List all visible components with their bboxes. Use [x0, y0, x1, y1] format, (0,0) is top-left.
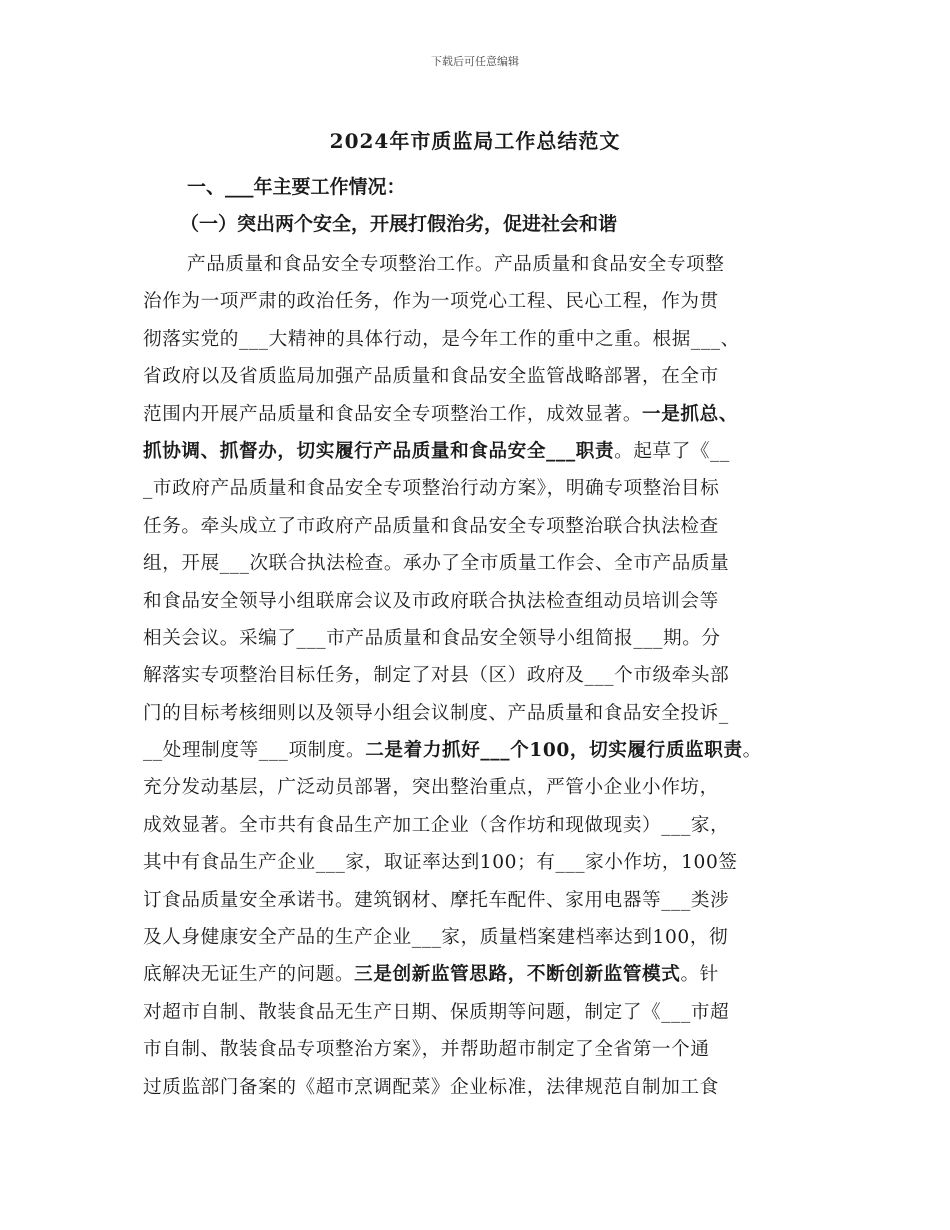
text-run: 充分发动基层，广泛动员部署，突出整治重点，严管小企业小作坊，	[143, 777, 719, 799]
text-run: 成效显著。全市共有食品生产加工企业（含作坊和现做现卖）___家，	[143, 814, 730, 836]
text-run: 门的目标考核细则以及领导小组会议制度、产品质量和食品安全投诉_	[143, 702, 729, 724]
text-run: 任务。牵头成立了市政府产品质量和食品安全专项整治联合执法检查	[143, 515, 719, 537]
page-header: 下载后可任意编辑	[431, 55, 519, 68]
text-line	[143, 508, 815, 545]
bold-text-run: 三是创新监管思路，不断创新监管模式	[354, 964, 681, 986]
text-line	[143, 620, 815, 657]
text-run: 市自制、散装食品专项整治方案》，并帮助超市制定了全省第一个通	[143, 1039, 710, 1061]
text-run: 。起草了《__	[614, 440, 730, 462]
text-run: 其中有食品生产企业___家，取证率达到100；有___家小作坊，100签	[143, 852, 738, 874]
text-line	[143, 732, 815, 769]
text-run: 治作为一项严肃的政治任务，作为一项党心工程、民心工程，作为贯	[143, 291, 719, 313]
text-run: 对超市自制、散装食品无生产日期、保质期等问题，制定了《___市超	[143, 1001, 730, 1023]
text-line	[143, 956, 815, 993]
text-run: _市政府产品质量和食品安全专项整治行动方案》，明确专项整治目标	[143, 478, 720, 500]
text-line	[143, 919, 815, 956]
bold-text-run: 一是抓总、	[642, 403, 739, 425]
text-line	[143, 1031, 815, 1068]
subsection-heading: （一）突出两个安全，开展打假治劣，促进社会和谐	[180, 213, 618, 235]
text-run: 和食品安全领导小组联席会议及市政府联合执法检查组动员培训会等	[143, 590, 719, 612]
document-title: 2024年市质监局工作总结范文	[329, 129, 621, 153]
bold-text-run: 抓协调、抓督办，切实履行产品质量和食品安全___职责	[143, 440, 615, 462]
text-line	[143, 1069, 815, 1106]
section-heading: 一、___年主要工作情况：	[187, 176, 406, 198]
text-run: 底解决无证生产的问题。	[143, 964, 355, 986]
text-line	[143, 545, 815, 582]
text-run: 相关会议。采编了___市产品质量和食品安全领导小组简报___期。分	[143, 627, 721, 649]
text-line	[143, 882, 815, 919]
text-line	[143, 657, 815, 694]
bold-text-run: 二是着力抓好___个100，切实履行质监职责	[365, 740, 743, 762]
text-line	[143, 246, 815, 283]
text-line	[143, 994, 815, 1031]
text-line	[143, 769, 815, 806]
text-run: 解落实专项整治目标任务，制定了对县（区）政府及___个市级牵头部	[143, 665, 730, 687]
text-run: 。针	[680, 964, 719, 986]
text-run: 过质监部门备案的《超市烹调配菜》企业标准，法律规范自制加工食	[143, 1076, 719, 1098]
text-run: 彻落实党的___大精神的具体行动，是今年工作的重中之重。根据___、	[143, 328, 740, 350]
text-line	[143, 807, 815, 844]
text-line	[143, 283, 815, 320]
text-line	[143, 583, 815, 620]
text-line	[143, 695, 815, 732]
text-run: 及人身健康安全产品的生产企业___家，质量档案建档率达到100，彻	[143, 927, 729, 949]
text-run: 。	[742, 740, 762, 762]
text-run: 组，开展___次联合执法检查。承办了全市质量工作会、全市产品质量	[143, 553, 730, 575]
text-run: 省政府以及省质监局加强产品质量和食品安全监管战略部署，在全市	[143, 366, 719, 388]
text-run: 范围内开展产品质量和食品安全专项整治工作，成效显著。	[143, 403, 643, 425]
body-text	[143, 246, 815, 1106]
text-line	[143, 321, 815, 358]
text-line	[143, 396, 815, 433]
text-line	[143, 844, 815, 881]
text-line	[143, 470, 815, 507]
text-line	[143, 358, 815, 395]
text-line	[143, 433, 815, 470]
text-run: __处理制度等___项制度。	[143, 740, 366, 762]
text-run: 产品质量和食品安全专项整治工作。产品质量和食品安全专项整	[187, 254, 725, 275]
text-run: 订食品质量安全承诺书。建筑钢材、摩托车配件、家用电器等___类涉	[143, 889, 730, 911]
